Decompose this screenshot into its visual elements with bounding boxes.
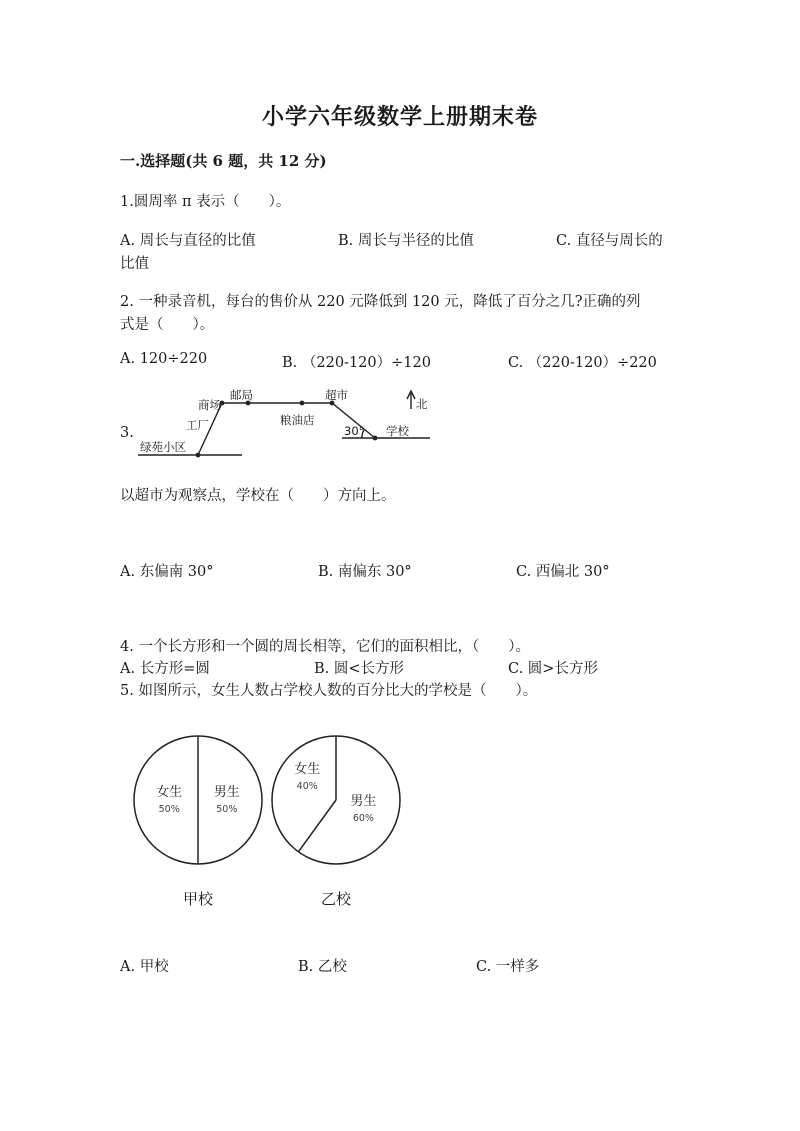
question-4-option-a: A. 长方形=圆: [120, 661, 210, 677]
question-5-option-b: B. 乙校: [298, 959, 347, 975]
question-5-option-c: C. 一样多: [476, 959, 540, 975]
question-1-option-c-continued: 比值: [120, 256, 149, 272]
question-3-number: 3.: [120, 425, 134, 441]
slice-label-nansheng: 男生: [213, 785, 240, 800]
pie-charts: [120, 730, 420, 910]
question-2-stem-line-2: 式是（ ）。: [120, 317, 215, 333]
question-1-option-c: C. 直径与周长的: [556, 233, 663, 249]
label-north: 北: [416, 397, 428, 411]
slice-value-nansheng: 60%: [352, 812, 374, 824]
question-1-option-a: A. 周长与直径的比值: [120, 233, 256, 249]
label-shangchang: 商场: [198, 398, 221, 412]
slice-divider: [298, 800, 336, 852]
slice-label-nvsheng: 女生: [294, 762, 321, 778]
point-lvyuan-dot: [196, 453, 201, 458]
section-heading: 一.选择题(共 6 题，共 12 分): [120, 152, 327, 170]
label-lvyuan: 绿苑小区: [140, 440, 186, 454]
label-liangyoudian: 粮油店: [280, 413, 315, 427]
question-3-option-b: B. 南偏东 30°: [318, 564, 412, 580]
question-2-option-a: A. 120÷220: [120, 351, 208, 367]
slice-value-nansheng: 50%: [216, 804, 238, 815]
pie-chart-yixiao: [272, 736, 400, 908]
pie-title: 乙校: [320, 890, 352, 908]
question-3-stem: 以超市为观察点，学校在（ ）方向上。: [120, 488, 396, 504]
question-5-stem: 5. 如图所示，女生人数占学校人数的百分比大的学校是（ ）。: [120, 683, 538, 699]
question-5-option-a: A. 甲校: [120, 959, 169, 975]
question-2-option-b: B. （220-120）÷120: [282, 355, 431, 371]
slice-value-nvsheng: 40%: [296, 781, 318, 793]
point-xuexiao-dot: [373, 436, 378, 441]
question-2-stem-line-1: 2. 一种录音机，每台的售价从 220 元降低到 120 元，降低了百分之几?正确的列: [120, 294, 641, 310]
slice-label-nansheng: 男生: [350, 793, 377, 809]
question-1-option-b: B. 周长与半径的比值: [338, 233, 474, 249]
pie-title: 甲校: [182, 890, 214, 908]
question-2-option-c: C. （220-120）÷220: [508, 355, 657, 371]
question-4-option-b: B. 圆<长方形: [314, 661, 405, 677]
question-1-stem: 1.圆周率 π 表示（ ）。: [120, 194, 291, 210]
slice-label-nvsheng: 女生: [156, 785, 183, 800]
page-title: 小学六年级数学上册期末卷: [261, 104, 538, 130]
label-angle: 30°: [344, 424, 365, 438]
question-3-option-a: A. 东偏南 30°: [120, 564, 214, 580]
label-youju: 邮局: [230, 388, 253, 402]
question-3-option-c: C. 西偏北 30°: [516, 564, 610, 580]
question-4-stem: 4. 一个长方形和一个圆的周长相等，它们的面积相比，（ ）。: [120, 639, 530, 655]
question-4-option-c: C. 圆>长方形: [508, 661, 598, 677]
point-liangyoudian-dot: [300, 401, 305, 406]
label-xuexiao: 学校: [386, 424, 409, 438]
label-chaoshi: 超市: [325, 388, 348, 402]
slice-value-nvsheng: 50%: [158, 804, 180, 815]
route-map-diagram: [130, 385, 460, 465]
pie-chart-jiaxiao: [134, 736, 262, 908]
label-gongchang: 工厂: [186, 418, 209, 432]
